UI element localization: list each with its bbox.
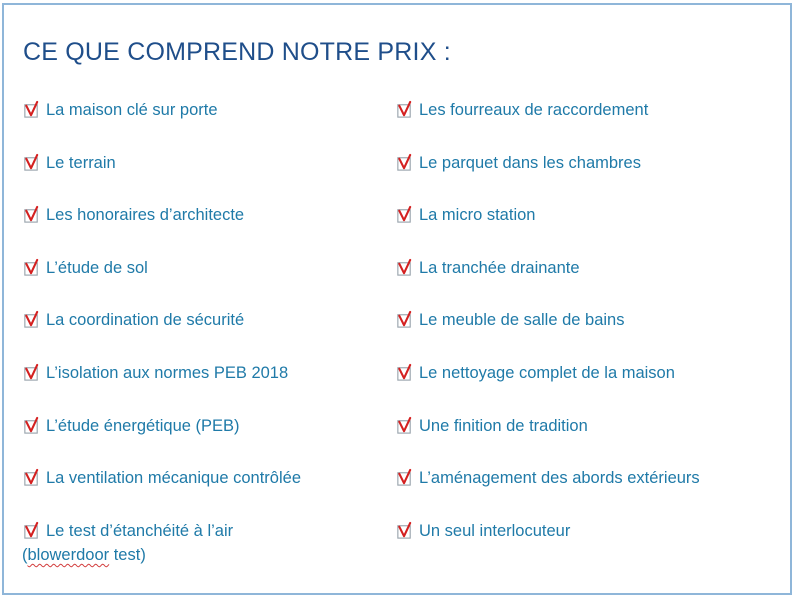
checked-box-icon xyxy=(395,205,414,224)
item-label: Le meuble de salle de bains xyxy=(419,311,625,330)
list-item xyxy=(22,466,382,519)
checked-box-icon xyxy=(22,258,41,277)
spellcheck-word: blowerdoor xyxy=(27,545,110,564)
page-title: CE QUE COMPREND NOTRE PRIX : xyxy=(23,38,451,66)
list-item xyxy=(395,151,790,204)
item-label: L’isolation aux normes PEB 2018 xyxy=(46,363,289,382)
list-item xyxy=(22,414,382,467)
item-label: Une finition de tradition xyxy=(419,416,588,435)
checked-box-icon xyxy=(22,100,41,119)
checked-box-icon xyxy=(395,416,414,435)
item-label-continuation xyxy=(22,543,382,567)
item-label: La tranchée drainante xyxy=(419,258,580,277)
item-label: Le test d’étanchéité à l’air xyxy=(46,521,234,540)
item-label: Le nettoyage complet de la maison xyxy=(419,363,675,382)
item-label: La maison clé sur porte xyxy=(46,101,218,119)
item-label: Un seul interlocuteur xyxy=(419,521,571,540)
checked-box-icon xyxy=(395,310,414,329)
checked-box-icon xyxy=(22,310,41,329)
item-label: Les honoraires d’architecte xyxy=(46,206,245,225)
checked-box-icon xyxy=(395,258,414,277)
list-item xyxy=(395,361,790,414)
list-item xyxy=(395,203,790,256)
item-label: L’étude de sol xyxy=(46,258,148,277)
list-item xyxy=(22,308,382,361)
item-label: La coordination de sécurité xyxy=(46,311,245,330)
checked-box-icon xyxy=(395,521,414,540)
list-item xyxy=(395,519,790,572)
list-item xyxy=(22,256,382,309)
list-item xyxy=(22,203,382,256)
item-label: L’aménagement des abords extérieurs xyxy=(419,469,700,488)
list-item-blowerdoor-test xyxy=(22,519,382,579)
checked-box-icon xyxy=(22,521,41,540)
list-item xyxy=(395,98,790,151)
list-item xyxy=(395,308,790,361)
item-label: Le terrain xyxy=(46,153,116,172)
list-item xyxy=(22,361,382,414)
checked-box-icon xyxy=(395,100,414,119)
checked-box-icon xyxy=(395,468,414,487)
open-paren: ( xyxy=(22,545,28,564)
checked-box-icon xyxy=(395,363,414,382)
item-label: Les fourreaux de raccordement xyxy=(419,101,649,119)
right-column-list xyxy=(395,98,790,571)
checked-box-icon xyxy=(22,363,41,382)
checked-box-icon xyxy=(22,153,41,172)
checked-box-icon xyxy=(22,468,41,487)
list-item xyxy=(395,466,790,519)
list-item xyxy=(395,414,790,467)
item-label-suffix: test) xyxy=(109,545,146,564)
item-label: La ventilation mécanique contrôlée xyxy=(46,469,302,488)
left-column-list xyxy=(22,98,382,579)
item-label: L’étude énergétique (PEB) xyxy=(46,416,240,435)
checked-box-icon xyxy=(22,205,41,224)
item-label: Le parquet dans les chambres xyxy=(419,153,641,172)
item-label: La micro station xyxy=(419,206,536,225)
list-item xyxy=(395,256,790,309)
price-includes-panel xyxy=(2,3,792,595)
checked-box-icon xyxy=(22,416,41,435)
list-item xyxy=(22,98,382,151)
list-item xyxy=(22,151,382,204)
checked-box-icon xyxy=(395,153,414,172)
